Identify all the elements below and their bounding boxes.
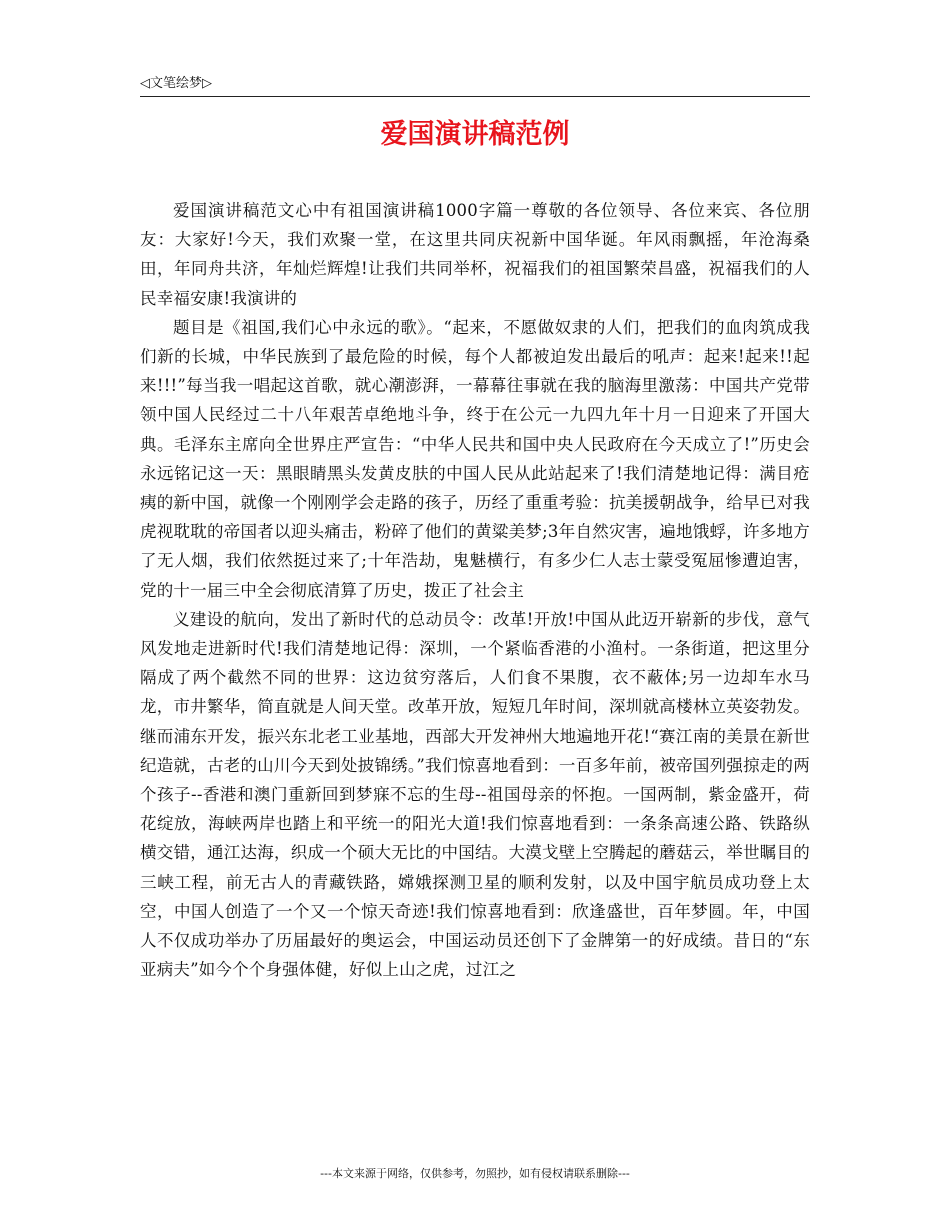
left-triangle-icon: ◁ [140, 76, 150, 91]
right-triangle-icon: ▷ [202, 76, 213, 91]
header-brand [140, 76, 212, 92]
body-paragraph: 爱国演讲稿范文心中有祖国演讲稿1000字篇一尊敬的各位领导、各位来宾、各位朋友：大家好!今天，我们欢聚一堂，在这里共同庆祝新中国华诞。年风雨飘摇，年沧海桑田，年同舟共济，年灿烂辉煌!让我们共同举杯，祝福我们的祖国繁荣昌盛，祝福我们的人民幸福安康!我演讲的 [140, 201, 810, 308]
page-header [140, 76, 810, 97]
document-body [140, 196, 810, 984]
header-label: 文笔绘梦 [150, 76, 203, 91]
page-footer: ---本文来源于网络，仅供参考，勿照抄，如有侵权请联系删除--- [320, 1167, 630, 1180]
document-title: 爱国演讲稿范例 [380, 119, 570, 150]
body-paragraph: 题目是《祖国,我们心中永远的歌》。“起来，不愿做奴隶的人们，把我们的血肉筑成我们新的长城，中华民族到了最危险的时候，每个人都被迫发出最后的吼声：起来!起来!!起来!!!”每当我一唱起这首歌，就心潮澎湃，一幕幕往事就在我的脑海里激荡：中国共产党带领中国人民经过二十八年艰苦卓绝地斗争，终于在公元一九四九年十月一日迎来了开国大典。毛泽东主席向全世界庄严宣告：“中华人民共和国中央人民政府在今天成立了!”历史会永远铭记这一天：黑眼睛黑头发黄皮肤的中国人民从此站起来了!我们清楚地记得：满目疮痍的新中国，就像一个刚刚学会走路的孩子，历经了重重考验：抗美援朝战争，给早已对我虎视耽耽的帝国者以迎头痛击，粉碎了他们的黄粱美梦;3年自然灾害，遍地饿蜉，许多地方了无人烟，我们依然挺过来了;十年浩劫，鬼魅横行，有多少仁人志士蒙受冤屈惨遭迫害，党的十一届三中全会彻底清算了历史，拨正了社会主 [140, 317, 810, 600]
body-paragraph: 义建设的航向，发出了新时代的总动员令：改革!开放!中国从此迈开崭新的步伐，意气风发地走进新时代!我们清楚地记得：深圳，一个紧临香港的小渔村。一条街道，把这里分隔成了两个截然不同的世界：这边贫穷落后，人们食不果腹，衣不蔽体;另一边却车水马龙，市井繁华，简直就是人间天堂。改革开放，短短几年时间，深圳就高楼林立英姿勃发。继而浦东开发，振兴东北老工业基地，西部大开发神州大地遍地开花!“赛江南的美景在新世纪造就，古老的山川今天到处披锦绣。”我们惊喜地看到：一百多年前，被帝国列强掠走的两个孩子--香港和澳门重新回到梦寐不忘的生母--祖国母亲的怀抱。一国两制，紫金盛开，荷花绽放，海峡两岸也踏上和平统一的阳光大道!我们惊喜地看到：一条条高速公路、铁路纵横交错，通江达海，织成一个硕大无比的中国结。大漠戈壁上空腾起的蘑菇云，举世瞩目的三峡工程，前无古人的青藏铁路，嫦娥探测卫星的顺利发射，以及中国宇航员成功登上太空，中国人创造了一个又一个惊天奇迹!我们惊喜地看到：欣逢盛世，百年梦圆。年，中国人不仅成功举办了历届最好的奥运会，中国运动员还创下了金牌第一的好成绩。昔日的“东亚病夫”如今个个身强体健，好似上山之虎，过江之 [140, 609, 810, 980]
